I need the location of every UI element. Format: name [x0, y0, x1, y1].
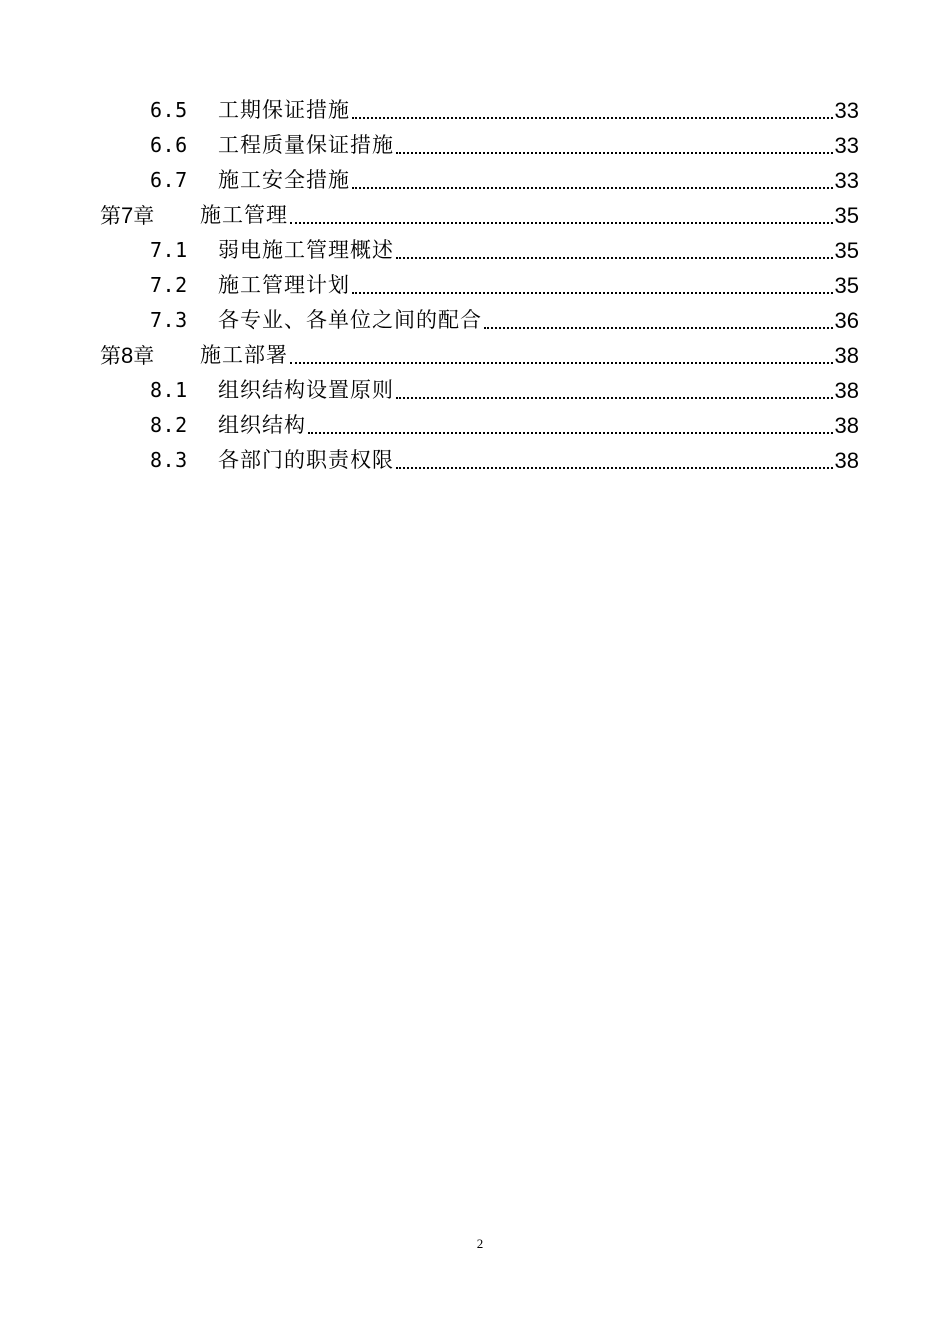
dot-leader — [396, 467, 833, 469]
toc-entry-page: 35 — [834, 238, 859, 263]
toc-entry-title: 施工管理计划 — [218, 273, 350, 297]
toc-entry[interactable] — [150, 233, 859, 268]
footer-page-number: 2 — [476, 1236, 484, 1251]
dot-leader — [352, 187, 833, 189]
toc-entry-number: 6.7 — [150, 168, 188, 192]
toc-entry-number: 7.1 — [150, 238, 188, 262]
toc-entry[interactable] — [150, 93, 859, 128]
toc-entry-page: 36 — [834, 308, 859, 333]
dot-leader — [396, 257, 833, 259]
chapter-prefix: 第 — [100, 203, 121, 228]
dot-leader — [290, 362, 833, 364]
dot-leader — [308, 432, 833, 434]
toc-entry[interactable] — [150, 408, 859, 443]
toc-entry[interactable] — [150, 303, 859, 338]
toc-entry-title: 施工安全措施 — [218, 168, 350, 192]
toc-entry-title: 组织结构设置原则 — [218, 378, 394, 402]
toc-entry-number: 8.1 — [150, 378, 188, 402]
dot-leader — [352, 117, 833, 119]
toc-entry-number: 8.2 — [150, 413, 188, 437]
toc-chapter-entry[interactable] — [100, 338, 859, 373]
toc-entry-page: 33 — [834, 98, 859, 123]
toc-entry-title: 各部门的职责权限 — [218, 448, 394, 472]
toc-entry-title: 组织结构 — [218, 413, 306, 437]
toc-entry-number: 8.3 — [150, 448, 188, 472]
toc-entry-title: 工期保证措施 — [218, 98, 350, 122]
dot-leader — [484, 327, 833, 329]
toc-entry-page: 35 — [834, 203, 859, 228]
toc-entry-page: 33 — [834, 168, 859, 193]
toc-entry[interactable] — [150, 163, 859, 198]
toc-chapter-label — [100, 198, 200, 234]
toc-entry[interactable] — [150, 373, 859, 408]
toc-entry-page: 35 — [834, 273, 859, 298]
toc-entry-title: 施工管理 — [200, 203, 288, 227]
toc-entry-page: 38 — [834, 343, 859, 368]
toc-entry[interactable] — [150, 443, 859, 478]
toc-entry-page: 38 — [834, 448, 859, 473]
dot-leader — [352, 292, 833, 294]
toc-chapter-label — [100, 338, 200, 374]
chapter-suffix: 章 — [133, 203, 155, 228]
toc-entry-number: 6.5 — [150, 98, 188, 122]
toc-entry[interactable] — [150, 268, 859, 303]
dot-leader — [396, 397, 833, 399]
table-of-contents — [0, 93, 950, 478]
toc-entry-number: 7.2 — [150, 273, 188, 297]
toc-entry-page: 38 — [834, 378, 859, 403]
toc-entry-title: 弱电施工管理概述 — [218, 238, 394, 262]
toc-entry-title: 施工部署 — [200, 343, 288, 367]
toc-entry[interactable] — [150, 128, 859, 163]
chapter-prefix: 第 — [100, 343, 121, 368]
dot-leader — [290, 222, 833, 224]
toc-entry-page: 33 — [834, 133, 859, 158]
toc-entry-page: 38 — [834, 413, 859, 438]
dot-leader — [396, 152, 833, 154]
chapter-suffix: 章 — [133, 343, 155, 368]
toc-chapter-entry[interactable] — [100, 198, 859, 233]
chapter-number: 7 — [121, 202, 134, 228]
toc-entry-number: 6.6 — [150, 133, 188, 157]
toc-entry-number: 7.3 — [150, 308, 188, 332]
chapter-number: 8 — [121, 342, 134, 368]
toc-entry-title: 工程质量保证措施 — [218, 133, 394, 157]
toc-entry-title: 各专业、各单位之间的配合 — [218, 308, 482, 332]
